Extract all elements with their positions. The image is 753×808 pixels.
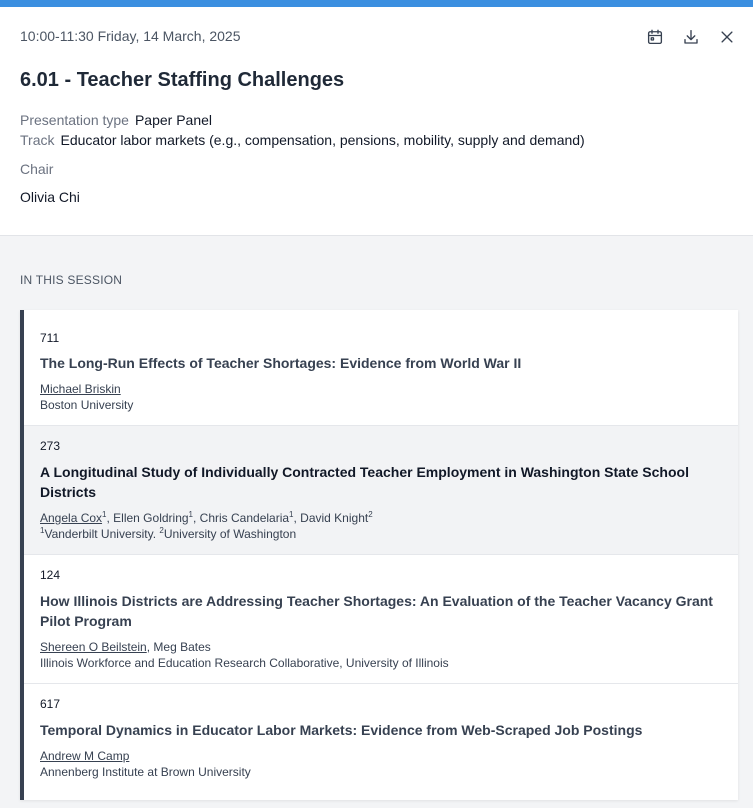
track-row bbox=[20, 132, 585, 148]
affiliation-name: Vanderbilt University. bbox=[44, 527, 160, 541]
affiliation-marker: 1 bbox=[188, 510, 193, 519]
session-paper-list bbox=[20, 310, 738, 800]
track-value: Educator labor markets (e.g., compensation, pensions, mobility, supply and demand) bbox=[60, 132, 585, 148]
paper-authors bbox=[40, 749, 129, 763]
session-datetime: 10:00-11:30 Friday, 14 March, 2025 bbox=[20, 28, 241, 44]
in-this-session-heading: IN THIS SESSION bbox=[20, 273, 123, 287]
download-icon bbox=[682, 28, 700, 46]
paper-item[interactable] bbox=[24, 426, 738, 555]
affiliation-marker: 1 bbox=[40, 526, 45, 535]
author-name: , Meg Bates bbox=[146, 640, 211, 654]
affiliation-name: University of Washington bbox=[163, 527, 297, 541]
chair-name: Olivia Chi bbox=[20, 189, 80, 205]
chair-label: Chair bbox=[20, 161, 54, 177]
paper-title[interactable]: A Longitudinal Study of Individually Contracted Teacher Employment in Washington State School Districts bbox=[40, 464, 689, 500]
track-label: Track bbox=[20, 132, 55, 148]
author-link[interactable]: Shereen O Beilstein bbox=[40, 640, 147, 654]
close-button[interactable] bbox=[715, 27, 739, 47]
presentation-type-value: Paper Panel bbox=[134, 112, 213, 128]
paper-affiliation: Boston University bbox=[40, 398, 134, 412]
paper-title[interactable]: How Illinois Districts are Addressing Teacher Shortages: An Evaluation of the Teacher Vacancy Grant Pilot Program bbox=[40, 593, 713, 629]
author-link[interactable]: Angela Cox bbox=[40, 511, 103, 525]
close-icon bbox=[718, 28, 736, 46]
paper-item[interactable] bbox=[24, 555, 738, 684]
affiliation-marker: 1 bbox=[289, 510, 294, 519]
add-to-calendar-button[interactable] bbox=[643, 27, 667, 47]
author-name: , Chris Candelaria bbox=[193, 511, 290, 525]
header-actions bbox=[643, 27, 739, 47]
paper-authors bbox=[40, 640, 211, 654]
paper-item[interactable] bbox=[24, 310, 738, 426]
author-link[interactable]: Michael Briskin bbox=[40, 382, 121, 396]
session-header bbox=[0, 7, 753, 236]
affiliation-marker: 1 bbox=[102, 510, 107, 519]
author-name: , David Knight bbox=[293, 511, 369, 525]
paper-authors bbox=[40, 511, 373, 525]
presentation-type-row bbox=[20, 112, 212, 128]
download-button[interactable] bbox=[679, 27, 703, 47]
paper-number: 711 bbox=[40, 331, 60, 345]
paper-item[interactable] bbox=[24, 684, 738, 800]
paper-authors bbox=[40, 382, 121, 396]
author-link[interactable]: Andrew M Camp bbox=[40, 749, 130, 763]
paper-number: 617 bbox=[40, 697, 61, 711]
presentation-type-label: Presentation type bbox=[20, 112, 129, 128]
paper-affiliation: Illinois Workforce and Education Research Collaborative, University of Illinois bbox=[40, 656, 449, 670]
author-name: , Ellen Goldring bbox=[106, 511, 189, 525]
paper-number: 273 bbox=[40, 439, 61, 453]
affiliation-marker: 2 bbox=[368, 510, 373, 519]
paper-title[interactable]: Temporal Dynamics in Educator Labor Markets: Evidence from Web-Scraped Job Postings bbox=[40, 722, 643, 738]
paper-number: 124 bbox=[40, 568, 61, 582]
paper-affiliation bbox=[40, 527, 296, 541]
session-title: 6.01 - Teacher Staffing Challenges bbox=[20, 69, 345, 91]
paper-affiliation: Annenberg Institute at Brown University bbox=[40, 765, 251, 779]
affiliation-marker: 2 bbox=[159, 526, 164, 535]
paper-title[interactable]: The Long-Run Effects of Teacher Shortages: Evidence from World War II bbox=[40, 355, 522, 371]
calendar-icon bbox=[646, 28, 664, 46]
top-accent-bar bbox=[0, 0, 753, 7]
